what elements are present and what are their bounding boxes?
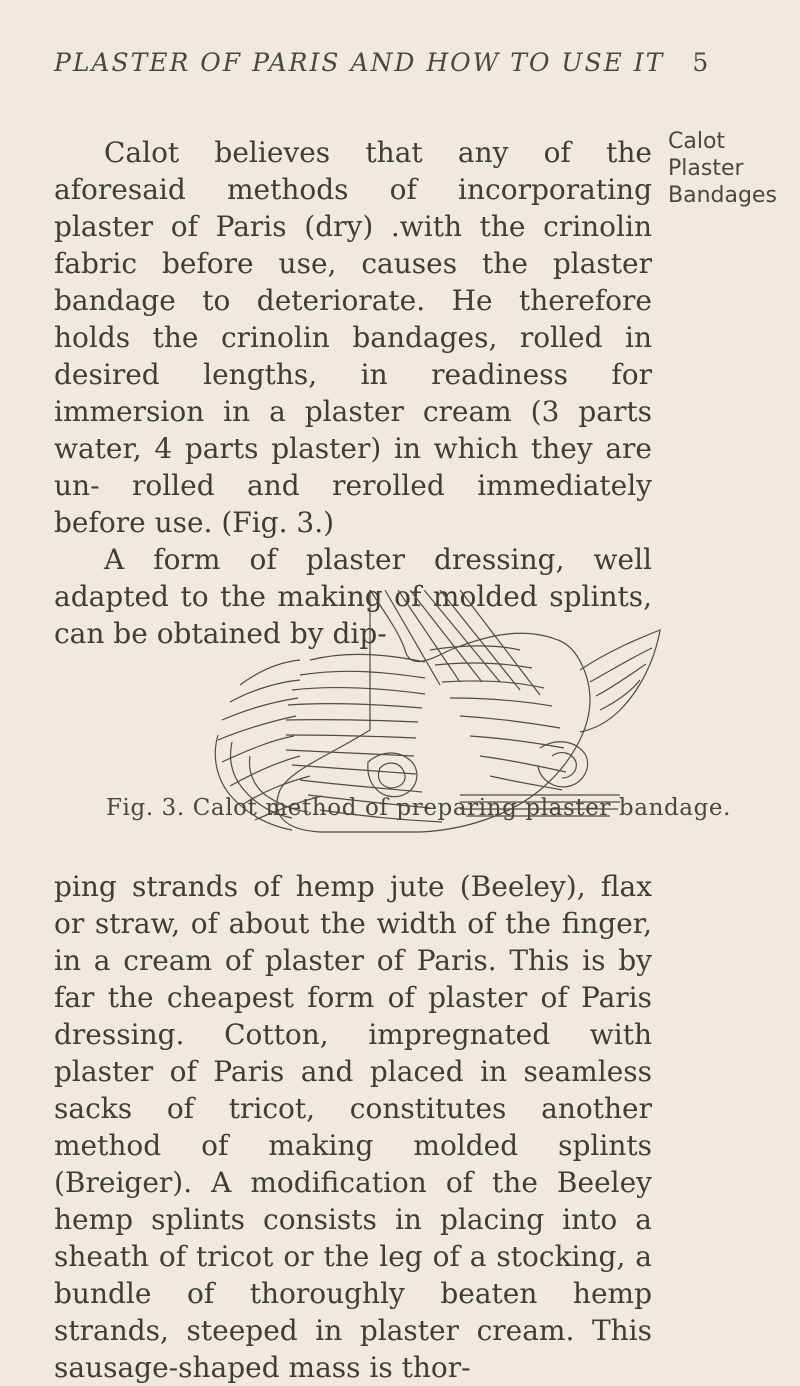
- margin-note-line-2: Plaster: [668, 156, 744, 181]
- page-number: 5: [692, 48, 711, 77]
- figure-caption: Fig. 3. Calot method of preparing plaster bandage.: [106, 795, 732, 821]
- margin-note-line-3: Bandages: [668, 183, 777, 208]
- text-column-top: [54, 134, 652, 652]
- running-head-title: PLASTER OF PARIS AND HOW TO USE IT: [54, 48, 665, 77]
- paragraph-1: Calot believes that any of the aforesaid methods of incorporating plaster of Paris (dry) .with the crinolin fabric before use, causes the plaster bandage to deteriorate. He therefore holds the crinolin bandages, rolled in desired lengths, in readiness for immersion in a plaster cream (3 parts water, 4 parts plaster) in which they are un- rolled and rerolled immediately before use. (Fig. 3.): [54, 136, 652, 539]
- text-column-bottom: [54, 868, 652, 1386]
- margin-note: [668, 128, 788, 209]
- paragraph-2: A form of plaster dressing, well adapted to the making of molded splints, can be obtained by dip-: [54, 543, 652, 650]
- paragraph-3: ping strands of hemp jute (Beeley), flax or straw, of about the width of the finger, in a cream of plaster of Paris. This is by far the cheapest form of plaster of Paris dressing. Cotton, impregnated with plaster of Paris and placed in seamless sacks of tricot, constitutes another method of making molded splints (Breiger). A modification of the Beeley hemp splints consists in placing into a sheath of tricot or the leg of a stocking, a bundle of thoroughly beaten hemp strands, steeped in plaster cream. This sausage-shaped mass is thor-: [54, 870, 652, 1384]
- margin-note-line-1: Calot: [668, 129, 726, 154]
- running-head: [54, 48, 711, 77]
